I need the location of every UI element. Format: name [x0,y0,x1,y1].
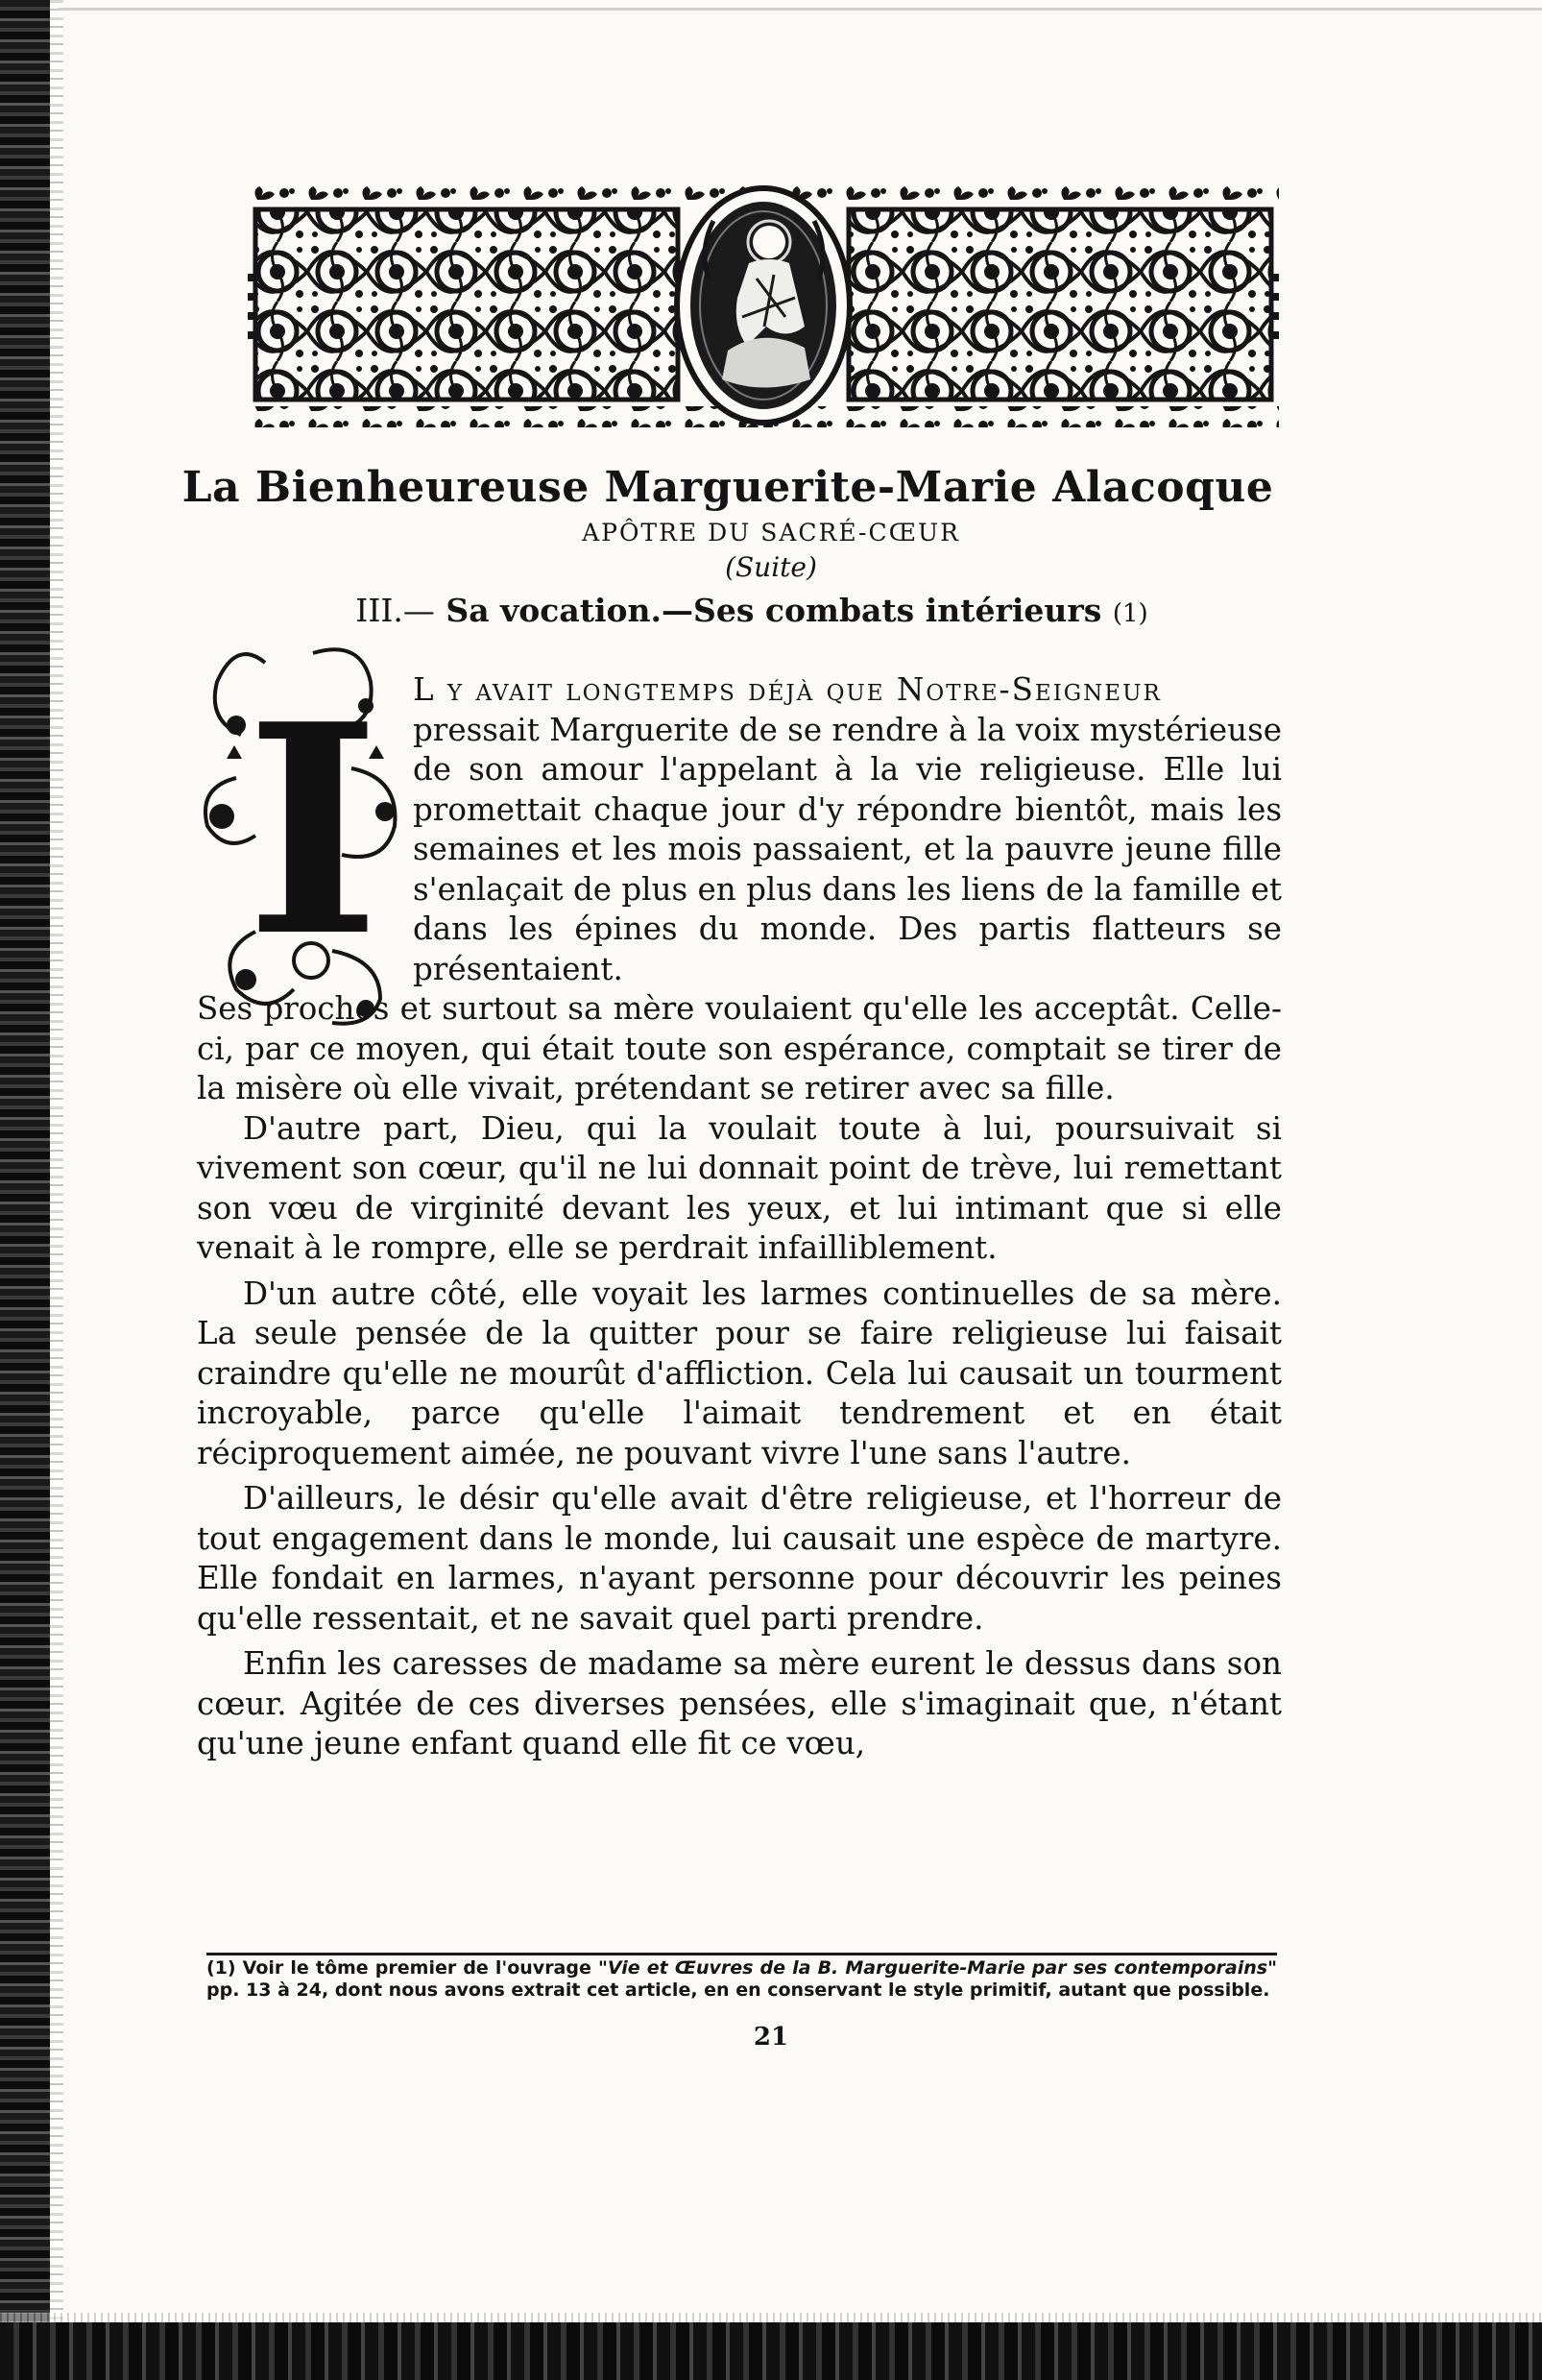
section-number: III.— [355,592,435,629]
paragraph-2: D'autre part, Dieu, qui la voulait toute à lui, poursuivait si vivement son cœur, qu'il ne lui donnait point de trève, lui remettant son vœu de virginité devant les yeux, et lui intimant que si elle venait à le rompre, elle se perdrait infailliblement. [197,1109,1282,1266]
article-subtitle: APÔTRE DU SACRÉ-CŒUR [582,519,960,546]
paragraph-1 [197,670,1282,1109]
paragraph-5: Enfin les caresses de madame sa mère eurent le dessus dans son cœur. Agitée de ces diverses pensées, elle s'imaginait que, n'étant qu'une jeune enfant quand elle fit ce vœu, [197,1645,1282,1761]
page-number: 21 [753,2023,789,2052]
paragraph-1-indented: pressait Marguerite de se rendre à la voix mystérieuse de son amour l'appelant à la vie religieuse. Elle lui promettait chaque jour d'y répondre bientôt, mais les semaines et les mois passaient, et la pauvre jeune fille s'enlaçait de plus en plus dans les liens de la famille et dans les épines du monde. Des partis flatteurs se présentaient. [413,711,1282,987]
ornamental-headpiece [248,182,1279,427]
footnote-work-title: Vie et Œuvres de la B. Marguerite-Marie par ses contemporains [607,1957,1268,1979]
section-heading [0,592,1523,629]
page-top-edge [58,8,1542,11]
footnote-reference: (1) [1112,599,1148,628]
article-title: La Bienheureuse Marguerite-Marie Alacoque [181,463,1274,512]
paragraph-3: D'un autre côté, elle voyait les larmes continuelles de sa mère. La seule pensée de la quitter pour se faire religieuse lui faisait craindre qu'elle ne mourût d'affliction. Cela lui causait un tourment incroyable, parce qu'elle l'aimait tendrement et en était réciproquement aimée, ne pouvant vivre l'une sans l'autre. [197,1275,1282,1471]
body-text [197,670,1282,1764]
paragraph-1-lead: L y avait longtemps déjà que Notre-Seigneur [413,671,1162,708]
section-title: Sa vocation.—Ses combats intérieurs [446,592,1102,629]
page-bottom-edge [0,2313,1542,2322]
footnote-rule [206,1953,1277,1955]
footnote-rest: " pp. 13 à 24, dont nous avons extrait cet article, en en conservant le style primitif, autant que possible. [206,1957,1278,2001]
suite-note: (Suite) [725,551,817,583]
initial-letter: I [245,661,381,1000]
footnote-lead: (1) Voir le tôme premier de l'ouvrage " [206,1957,608,1979]
scan-bottom-shadow [0,2322,1542,2380]
footnote [206,1957,1277,2002]
paragraph-4: D'ailleurs, le désir qu'elle avait d'être religieuse, et l'horreur de tout engagement dans le monde, lui causait une espèce de martyre. Elle fondait en larmes, n'ayant personne pour découvrir les peines qu'elle ressentait, et ne savait quel parti prendre. [197,1480,1282,1637]
paragraph-1-tail: Ses proches et surtout sa mère voulaient qu'elle les acceptât. Celle-ci, par ce moyen, qui était toute son espérance, comptait se tirer de la misère où elle vivait, prétendant se retirer avec sa fille. [197,990,1282,1106]
